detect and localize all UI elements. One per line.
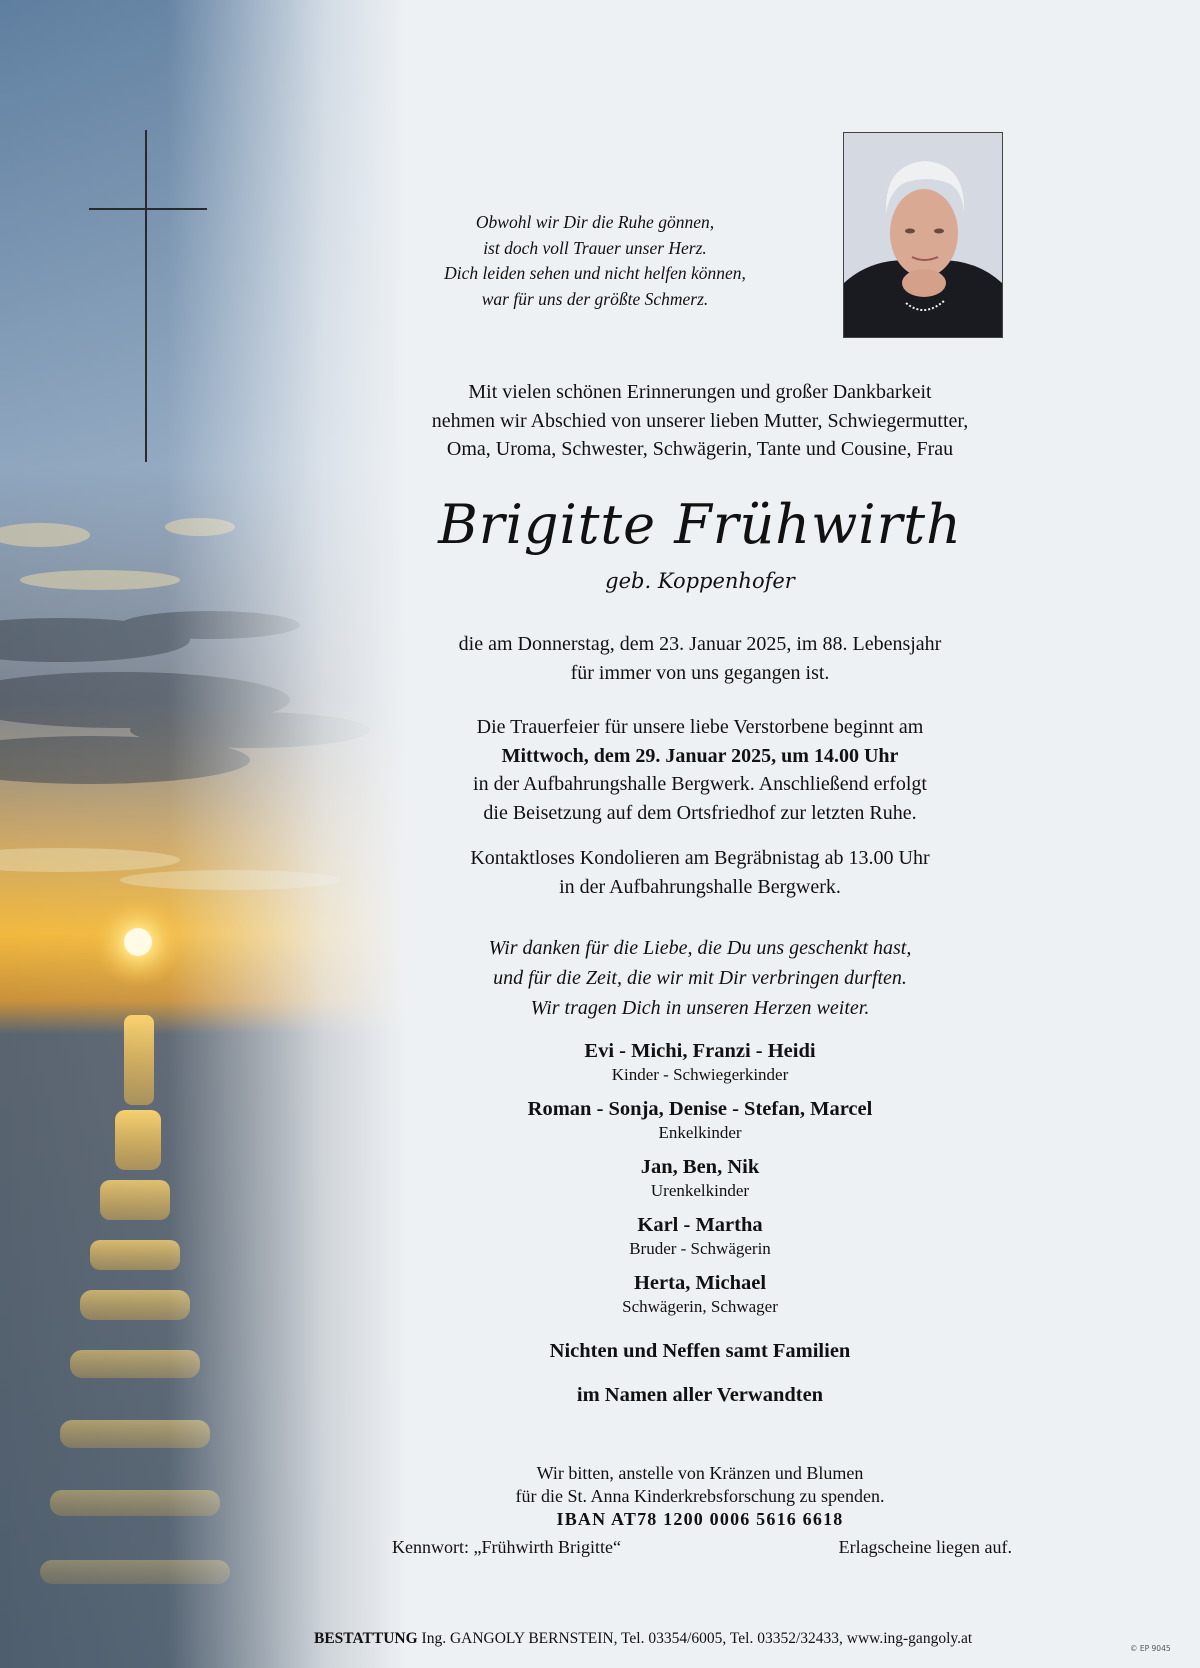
payment-slips-note: Erlagscheine liegen auf. — [838, 1537, 1012, 1557]
mourner-group — [330, 1154, 1070, 1202]
intro-text — [330, 378, 1070, 464]
mourner-names: Karl - Martha — [637, 1214, 763, 1236]
footer-details: Ing. GANGOLY BERNSTEIN, Tel. 03354/6005, Tel. 03352/32433, www.ing-gangoly.at — [421, 1630, 973, 1647]
funeral-line: in der Aufbahrungshalle Bergwerk. Anschließend erfolgt — [473, 773, 927, 795]
cross-icon — [89, 130, 207, 462]
thanks-line: Wir danken für die Liebe, die Du uns geschenkt hast, — [488, 937, 912, 959]
portrait-photo — [843, 132, 1003, 338]
all-relatives: im Namen aller Verwandten — [576, 1384, 824, 1406]
mourner-relation: Schwägerin, Schwager — [622, 1297, 778, 1316]
death-text — [330, 630, 1070, 687]
mourners-list — [330, 1038, 1070, 1328]
death-line: die am Donnerstag, dem 23. Januar 2025, im 88. Lebensjahr — [458, 633, 942, 655]
funeral-line: die Beisetzung auf dem Ortsfriedhof zur letzten Ruhe. — [483, 801, 917, 824]
iban: IBAN AT78 1200 0006 5616 6618 — [556, 1509, 844, 1529]
poem-line: war für uns der größte Schmerz. — [481, 288, 709, 309]
deceased-name: Brigitte Frühwirth — [438, 493, 962, 556]
footer-company: BESTATTUNG — [314, 1630, 418, 1647]
mourner-group — [330, 1096, 1070, 1144]
poem — [430, 210, 760, 312]
condolence-line: in der Aufbahrungshalle Bergwerk. — [559, 875, 841, 898]
intro-line: Oma, Uroma, Schwester, Schwägerin, Tante und Cousine, Frau — [446, 438, 954, 460]
intro-line: nehmen wir Abschied von unserer lieben Mutter, Schwiegermutter, — [431, 409, 969, 432]
mourner-names: Evi - Michi, Franzi - Heidi — [584, 1040, 816, 1062]
death-line: für immer von uns gegangen ist. — [570, 661, 830, 684]
thanks-text — [330, 933, 1070, 1023]
mourner-relation: Urenkelkinder — [650, 1181, 750, 1200]
intro-line: Mit vielen schönen Erinnerungen und großer Dankbarkeit — [468, 381, 932, 403]
funeral-date-text: Mittwoch, dem 29. Januar 2025, um 14.00 Uhr — [501, 744, 899, 767]
funeral-date — [330, 742, 1070, 771]
poem-line: ist doch voll Trauer unser Herz. — [483, 237, 707, 258]
mourner-names: Roman - Sonja, Denise - Stefan, Marcel — [527, 1098, 873, 1120]
keyword: Kennwort: „Frühwirth Brigitte“ — [392, 1537, 621, 1557]
mourner-group — [330, 1038, 1070, 1086]
mourner-relation: Bruder - Schwägerin — [629, 1239, 771, 1258]
maiden-name: geb. Koppenhofer — [605, 569, 795, 593]
mourner-relation: Enkelkinder — [658, 1123, 742, 1142]
funeral-line: Die Trauerfeier für unsere liebe Verstorbene beginnt am — [476, 716, 924, 738]
mourner-names: Herta, Michael — [633, 1272, 767, 1294]
nieces-nephews: Nichten und Neffen samt Familien — [549, 1340, 851, 1362]
funeral-text — [330, 713, 1070, 827]
document-code: © EP 9045 — [1130, 1644, 1171, 1653]
mourner-group — [330, 1212, 1070, 1260]
mourner-group — [330, 1270, 1070, 1318]
footer — [314, 1630, 972, 1648]
condolence-text — [330, 844, 1070, 901]
mourner-names: Jan, Ben, Nik — [640, 1156, 760, 1178]
thanks-line: Wir tragen Dich in unseren Herzen weiter. — [530, 997, 870, 1019]
poem-line: Obwohl wir Dir die Ruhe gönnen, — [475, 212, 715, 232]
mourner-relation: Kinder - Schwiegerkinder — [611, 1065, 789, 1084]
donation-line: für die St. Anna Kinderkrebsforschung zu spenden. — [515, 1486, 885, 1506]
donation-line: Wir bitten, anstelle von Kränzen und Blumen — [536, 1463, 864, 1483]
donation-text — [400, 1462, 1000, 1531]
poem-line: Dich leiden sehen und nicht helfen können, — [444, 263, 746, 283]
thanks-line: und für die Zeit, die wir mit Dir verbringen durften. — [493, 967, 907, 989]
condolence-line: Kontaktloses Kondolieren am Begräbnistag ab 13.00 Uhr — [470, 847, 930, 869]
